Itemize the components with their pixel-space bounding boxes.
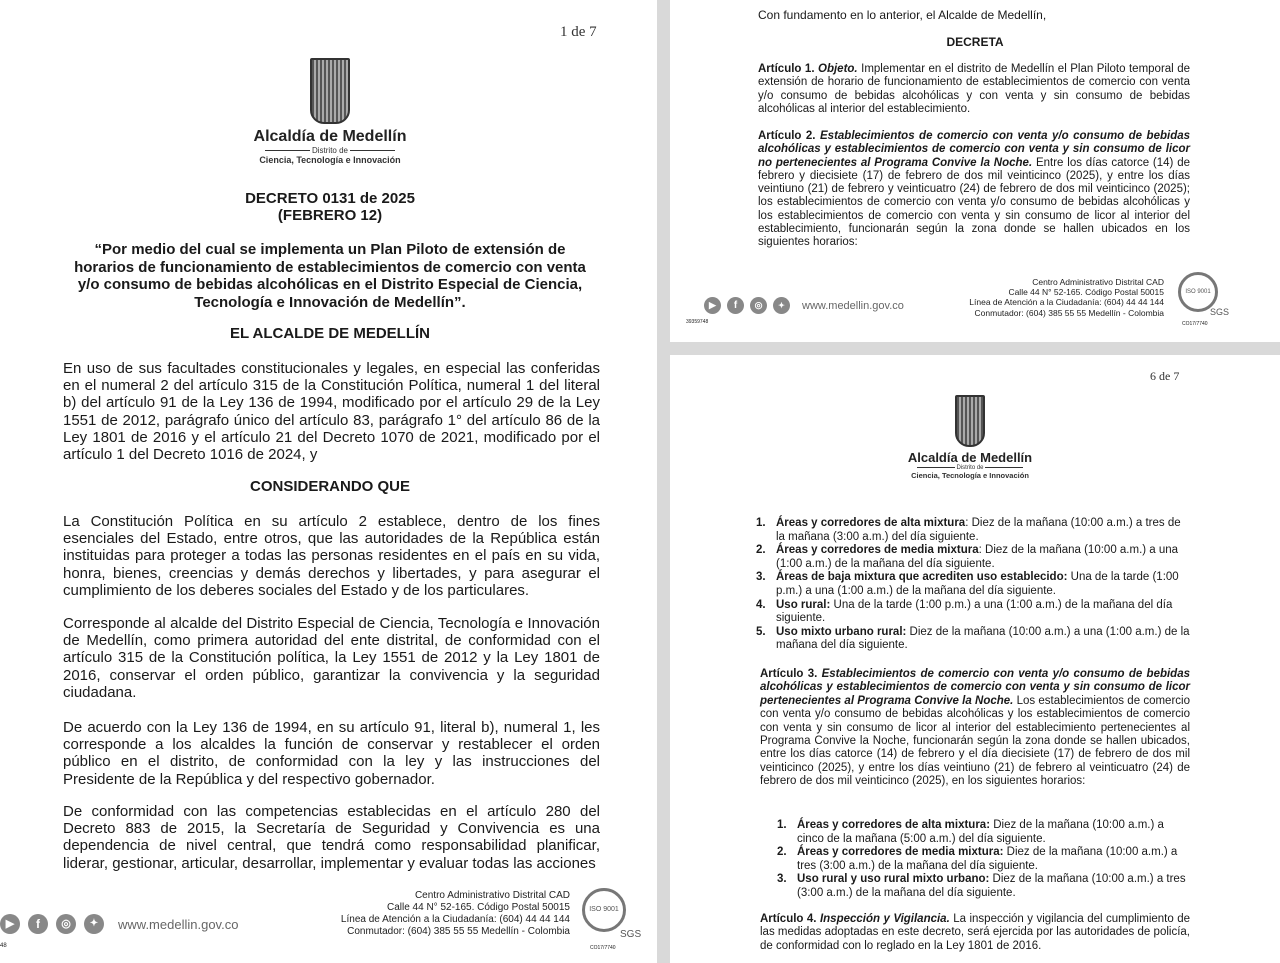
- coat-of-arms-icon: [955, 395, 985, 447]
- logo-subtitle-2: Ciencia, Tecnología e Innovación: [911, 471, 1029, 480]
- alcaldia-logo: Alcaldía de Medellín Distrito de Ciencia, Tecnología e Innovación: [895, 395, 1045, 480]
- paragraph: De acuerdo con la Ley 136 de 1994, en su artículo 91, literal b), numeral 1, les corresponde a los alcaldes la función de conservar y restablecer el orden público en el distrito, de conformidad con la ley y las instrucciones del Presidente de la República y del respectivo gobernador.: [63, 719, 600, 788]
- decree-date: (FEBRERO 12): [277, 207, 383, 224]
- list-item: 3. Uso rural y uso rural mixto urbano: Diez de la mañana (10:00 a.m.) a tres (3:00 a.m.) de la mañana del día siguiente.: [777, 873, 1186, 899]
- paragraph: La Constitución Política en su artículo 2 establece, dentro de los fines esenciales del Estado, entre otros, que las autoridades de la República están instituidas para proteger a todas las personas residentes en el país en su vida, honra, bienes, creencias y demás derechos y libertades, y para asegurar el cumplimiento de los deberes sociales del Estado y de los particulares.: [63, 513, 600, 599]
- list-item: 5. Uso mixto urbano rural: Diez de la mañana (10:00 a.m.) a una (1:00 a.m.) de la mañana del día siguiente.: [756, 625, 1190, 652]
- youtube-icon[interactable]: ▶: [704, 297, 721, 314]
- intro-line: Con fundamento en lo anterior, el Alcalde de Medellín,: [758, 8, 1047, 22]
- twitter-icon[interactable]: ✦: [773, 297, 790, 314]
- youtube-icon[interactable]: ▶: [0, 914, 20, 934]
- intro-paragraph: En uso de sus facultades constitucionales y legales, en especial las conferidas en el numeral 2 del artículo 315 de la Constitución Política, numeral 1 del literal b) del artículo 91 de la Ley 136 de 1994, modificado por el artículo 29 de la Ley 1551 de 2012, parágrafo único del artículo 83, parágrafo 1° del artículo 86 de la Ley 1801 de 2016 y el artículo 21 del Decreto 1070 de 2021, modificado por el artículo 1 del Decreto 1016 de 2024, y: [63, 360, 600, 464]
- decree-number: DECRETO 0131 de 2025: [245, 190, 415, 207]
- paragraph: Corresponde al alcalde del Distrito Especial de Ciencia, Tecnología e Innovación de Medellín, como primera autoridad del ente distrital, de conformidad con el artículo 315 de la Constitución política, la Ley 1551 de 2012 y la Ley 1801 de 2016, conservar el orden público, garantizar la convivencia y la seguridad ciudadana.: [63, 615, 600, 701]
- list-item: 2. Áreas y corredores de media mixtura: Diez de la mañana (10:00 a.m.) a tres (3:00 a.m.) de la mañana del día siguiente.: [777, 846, 1178, 872]
- schedule-list-2: [777, 819, 1190, 901]
- logo-title: Alcaldía de Medellín: [907, 450, 1033, 465]
- logo-subtitle: Distrito de: [311, 146, 348, 155]
- article-3: Artículo 3. Establecimientos de comercio con venta y/o consumo de bebidas alcohólicas y establecimientos de comercio con venta y sin consumo de licor pertenecientes al Programa Convive la Noche. Los establecimientos de comercio con venta y/o consumo de bebidas alcohólicas y los establecimientos de comercio con venta y sin consumo de licor al interior del establecimiento pertenecientes al Programa Convive la Noche, funcionarán según la zona donde se hallen ubicados, entre los días catorce (14) de febrero y el día diecisiete (17) de febrero de dos mil veinticinco (2025), y entre los días veintiuno (21) de febrero al veinticuatro (24) de febrero de dos mil veinticinco (2025), en los siguientes horarios:: [760, 668, 1191, 788]
- document-page-2: [670, 0, 1280, 342]
- list-item: 3. Áreas de baja mixtura que acrediten uso establecido: Una de la tarde (1:00 p.m.) a una (1:00 a.m.) de la mañana del día siguiente.: [756, 571, 1179, 597]
- list-item: 2. Áreas y corredores de media mixtura: Diez de la mañana (10:00 a.m.) a una (1:00 a.m.) de la mañana del día siguiente.: [756, 544, 1179, 570]
- alcaldia-logo: [240, 58, 420, 165]
- sgs-label: SGS: [620, 929, 642, 940]
- sgs-label: SGS: [1210, 307, 1230, 317]
- facebook-icon[interactable]: f: [28, 914, 48, 934]
- list-item: 1. Áreas y corredores de alta mixtura: Diez de la mañana (10:00 a.m.) a tres de la mañana (3:00 a.m.) del día siguiente.: [756, 517, 1181, 543]
- footer-address: Centro Administrativo Distrital CAD Calle 44 N° 52-165. Código Postal 50015 Línea de Atención a la Ciudadanía: (604) 44 44 144 Conmutador: (604) 385 55 55 Medellín - Colombia: [969, 277, 1164, 318]
- page-number: 1 de 7: [560, 24, 597, 40]
- document-code: 39359748: [686, 319, 709, 325]
- facebook-icon[interactable]: f: [727, 297, 744, 314]
- article-4: Artículo 4. Inspección y Vigilancia. La inspección y vigilancia del cumplimiento de las medidas adoptadas en este decreto, será ejercida por las autoridades de policía, de conformidad con lo reglado en la Ley 1801 de 2016.: [760, 913, 1190, 952]
- considering-heading: CONSIDERANDO QUE: [249, 478, 410, 495]
- footer-social: [704, 297, 904, 314]
- twitter-icon[interactable]: ✦: [84, 914, 104, 934]
- list-item: 1. Áreas y corredores de alta mixtura: Diez de la mañana (10:00 a.m.) a cinco de la mañana (5:00 a.m.) del día siguiente.: [777, 819, 1164, 845]
- instagram-icon[interactable]: ◎: [750, 297, 767, 314]
- page-number: 6 de 7: [1150, 369, 1180, 383]
- decreta-heading: DECRETA: [946, 35, 1004, 49]
- website-link[interactable]: www.medellin.gov.co: [118, 916, 239, 932]
- document-page-3: [670, 355, 1280, 963]
- list-item: 4. Uso rural: Una de la tarde (1:00 p.m.) a una (1:00 a.m.) de la mañana del día siguiente.: [756, 598, 1173, 625]
- schedule-list-1: [756, 517, 1190, 653]
- section-heading: EL ALCALDE DE MEDELLÍN: [229, 325, 430, 342]
- logo-title: Alcaldía de Medellín: [253, 128, 407, 145]
- paragraph: De conformidad con las competencias establecidas en el artículo 280 del Decreto 883 de 2015, la Secretaría de Seguridad y Convivencia es una dependencia de nivel central, que tendrá como responsabilidad planificar, liderar, gestionar, articular, desarrollar, implementar y evaluar todas las acciones: [63, 803, 600, 872]
- footer-social: [0, 914, 238, 934]
- article-1: Artículo 1. Objeto. Implementar en el distrito de Medellín el Plan Piloto temporal de extensión de horario de funcionamiento de establecimientos de comercio con venta y/o consumo de bebidas alcohólicas y con venta y sin consumo de bebidas alcohólicas al interior del establecimiento.: [758, 63, 1190, 115]
- coat-of-arms-icon: [310, 58, 350, 124]
- logo-subtitle-2: Ciencia, Tecnología e Innovación: [259, 155, 401, 165]
- document-code: 48: [0, 943, 7, 949]
- footer-address: Centro Administrativo Distrital CAD Calle 44 N° 52-165. Código Postal 50015 Línea de Atención a la Ciudadanía: (604) 44 44 144 Conmutador: (604) 385 55 55 Medellín - Colombia: [340, 890, 570, 937]
- sgs-iso-seal: ISO 9001: [582, 888, 626, 932]
- sgs-iso-seal: ISO 9001: [1178, 272, 1218, 312]
- website-link[interactable]: www.medellin.gov.co: [802, 299, 904, 312]
- instagram-icon[interactable]: ◎: [56, 914, 76, 934]
- seal-code: CO17/7740: [590, 945, 616, 951]
- article-2: Artículo 2. Establecimientos de comercio con venta y/o consumo de bebidas alcohólicas y establecimientos de comercio con venta y sin consumo de licor no pertenecientes al Programa Convive la Noche. Entre los días catorce (14) de febrero y diecisiete (17) de febrero de dos mil veinticinco (2025), y entre los días veintiuno (21) de febrero y veinticuatro (24) de febrero de dos mil veinticinco (2025); los establecimientos de comercio con venta y/o consumo de bebidas alcohólicas y los establecimientos de comercio con venta y sin consumo de licor al interior del establecimiento, funcionarán según la zona donde se hallen ubicados en los siguientes horarios:: [758, 130, 1191, 249]
- decree-subject: “Por medio del cual se implementa un Plan Piloto de extensión de horarios de funcionamiento de establecimientos de comercio con venta y/o consumo de bebidas alcohólicas en el Distrito Especial de Ciencia, Tecnología e Innovación de Medellín”.: [74, 241, 586, 311]
- seal-code: CO17/7740: [1182, 321, 1208, 327]
